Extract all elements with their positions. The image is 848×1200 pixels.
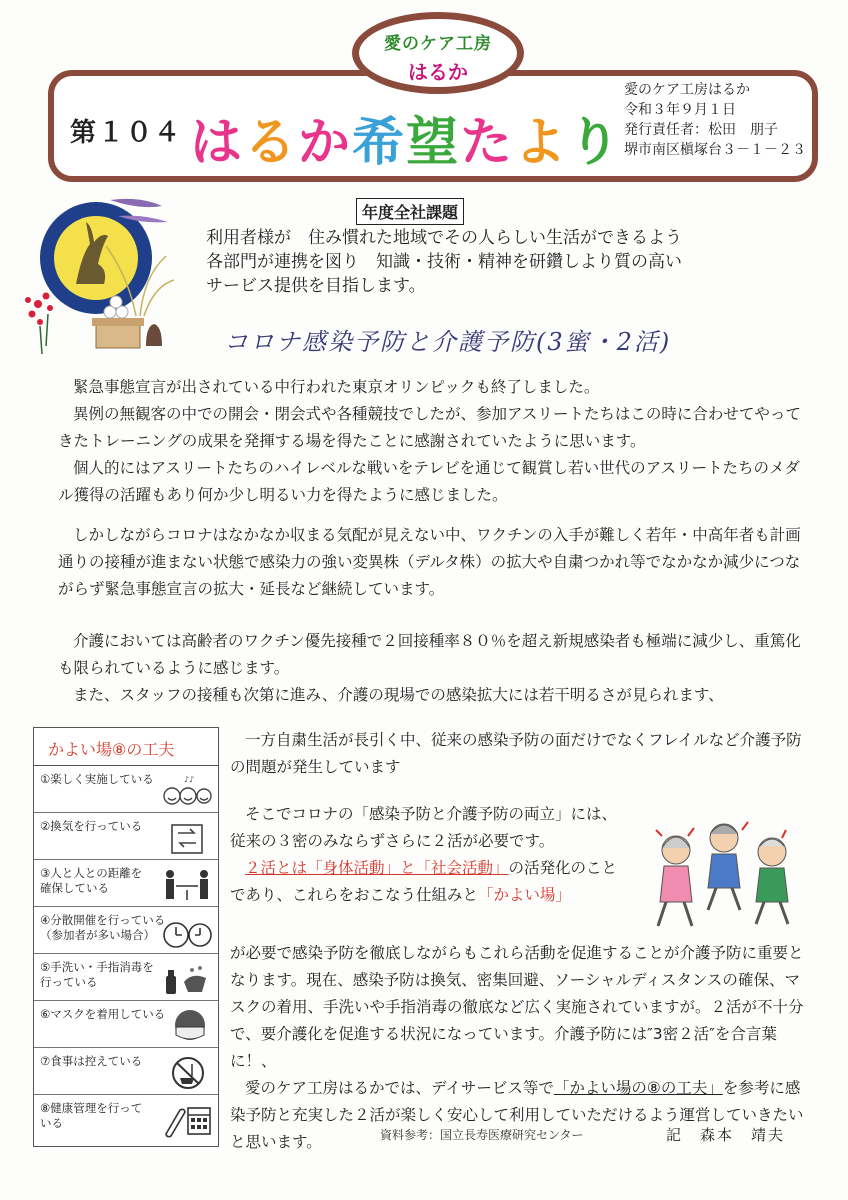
two-activities-highlight: ２活とは「身体活動」と「社会活動」 (245, 859, 509, 877)
kayoiba-tip-item (34, 1048, 218, 1095)
title-char: 希 (352, 113, 407, 173)
article-body-care (58, 628, 804, 709)
theme-line: 利用者様が 住み慣れた地域でその人らしい生活ができるよう (206, 228, 682, 248)
publisher-info (624, 80, 806, 160)
kayoiba-tip-item (34, 766, 218, 813)
kayoiba-tip-item (34, 1001, 218, 1048)
theme-label: 年度全社課題 (356, 198, 464, 225)
text-run: 愛のケア工房はるかでは、デイサービス等で (245, 1079, 554, 1097)
title-char: 望 (406, 113, 461, 173)
kayoiba-tip-item (34, 954, 218, 1001)
kayoiba-tip-label: ⑥マスクを着用している (40, 1007, 166, 1021)
paragraph: しかしながらコロナはなかなか収まる気配が見えない中、ワクチンの入手が難しく若年・中高年者も計画通りの接種が進まない状態で感染力の強い変異株（デルタ株）の拡大や自粛つかれ等でなかなか減少につながらず緊急事態宣言の拡大・延長など継続しています。 (58, 526, 801, 598)
kayoiba-tip-label: ⑤手洗い・手指消毒を 行っている (40, 960, 154, 989)
brand-name: 愛のケア工房 (384, 34, 492, 54)
paragraph: そこでコロナの「感染予防と介護予防の両立」には、従来の３密のみならずさらに２活が必要です。 (230, 805, 618, 850)
title-char: た (460, 113, 515, 173)
kayoiba-tip-label: ⑧健康管理を行って いる (40, 1101, 143, 1130)
paragraph: が必要で感染予防を徹底しながらもこれら活動を促進することが介護予防に重要となります。現在、感染予防は換気、密集回避、ソーシャルディスタンスの確保、マスクの着用、手洗いや手指消毒の徹底など広く実施されていますが。２活が不十分で、要介護化を促進する状況になっています。介護予防には″3密２活″を合言葉に！、 (230, 944, 804, 1070)
kayoiba-tip-item (34, 813, 218, 860)
paragraph: 一方自粛生活が長引く中、従来の感染予防の面だけでなくフレイルなど介護予防の問題が発生しています (230, 731, 802, 776)
mask-icon (162, 1009, 212, 1043)
article-title: コロナ感染予防と介護予防(3蜜・2活) (224, 328, 672, 356)
thermometer-calendar-icon (162, 1104, 212, 1138)
responsible-person: 発行責任者：松田 朋子 (624, 122, 778, 138)
title-char: る (244, 113, 299, 173)
publisher-name: 愛のケア工房はるか (624, 82, 750, 98)
social-distance-icon (162, 868, 212, 902)
kayoiba-tip-label: ④分散開催を行っている （参加者が多い場合） (40, 913, 166, 942)
author-signature: 記 森本 靖夫 (666, 1126, 786, 1144)
kayoiba-tips-title: かよい場⑧の工夫 (34, 728, 218, 766)
kayoiba-tip-item (34, 860, 218, 907)
theme-line: 各部門が連携を図り 知識・技術・精神を研鑽しより質の高い (206, 252, 682, 272)
paragraph: 異例の無観客の中での開会・閉会式や各種競技でしたが、参加アスリートたちはこの時に合わせてやってきたトレーニングの成果を発揮する場を得たことに感謝されていたように思います。 (58, 405, 801, 450)
article-body-top (58, 374, 804, 509)
brand-logo-oval (352, 12, 524, 94)
kayoiba-tips-box (33, 727, 219, 1147)
theme-line: サービス提供を目指します。 (206, 276, 426, 296)
paragraph-two-activities (230, 855, 626, 909)
paragraph: 介護においては高齢者のワクチン優先接種で２回接種率８０％を超え新規感染者も極端に減少し、重篤化も限られているように感じます。 (58, 632, 801, 677)
ventilation-window-icon (162, 821, 212, 855)
kayoiba-tip-item (34, 907, 218, 954)
handwash-icon (162, 962, 212, 996)
title-char: は (190, 113, 245, 173)
kayoiba-tip-label: ⑦食事は控えている (40, 1054, 143, 1068)
clock-icon (162, 915, 212, 949)
moon-viewing-illustration (18, 196, 180, 356)
svg-text:♪♪: ♪♪ (184, 775, 195, 784)
issue-number: 第１０４ (70, 118, 183, 148)
kayoiba-highlight: 「かよい場」 (478, 886, 572, 904)
article-body-middle (58, 522, 804, 603)
theme-text (206, 226, 766, 298)
paragraph: 緊急事態宣言が出されている中行われた東京オリンピックも終了しました。 (73, 378, 600, 396)
paragraph: 個人的にはアスリートたちのハイレベルな戦いをテレビを通じて観賞し若い世代のアスリートたちのメダル獲得の活躍もあり何か少し明るい力を得たように感じました。 (58, 459, 800, 504)
text-run: を参考に感染予防と充実した２活が楽しく安心して利用していただけるよう運営していきたいと思います。 (230, 1079, 804, 1151)
elderly-people-illustration (636, 810, 806, 930)
kayoiba-tip-label: ②換気を行っている (40, 819, 143, 833)
source-credit: 資料参考：国立長寿医療研究センター (380, 1128, 584, 1142)
paragraph: また、スタッフの接種も次第に進み、介護の現場での感染拡大には若干明るさが見られます、 (73, 686, 724, 704)
publish-date: 令和３年９月１日 (624, 102, 736, 118)
smiling-faces-icon (162, 774, 212, 808)
title-char: か (298, 113, 353, 173)
no-eating-icon (162, 1056, 212, 1090)
brand-subname: はるか (408, 60, 468, 84)
kayoiba-tips-reference: 「かよい場の⑧の工夫」 (553, 1079, 723, 1097)
newsletter-title (190, 100, 622, 175)
publisher-address: 堺市南区槇塚台３－１－２３ (624, 142, 806, 158)
kayoiba-tip-item (34, 1095, 218, 1142)
title-char: よ (514, 113, 569, 173)
text-run: の活発化のことであり、これらをおこなう仕組みと (230, 859, 618, 904)
title-char: り (568, 113, 623, 173)
kayoiba-tip-label: ①楽しく実施している (40, 772, 154, 786)
kayoiba-tip-label: ③人と人との距離を 確保している (40, 866, 143, 895)
